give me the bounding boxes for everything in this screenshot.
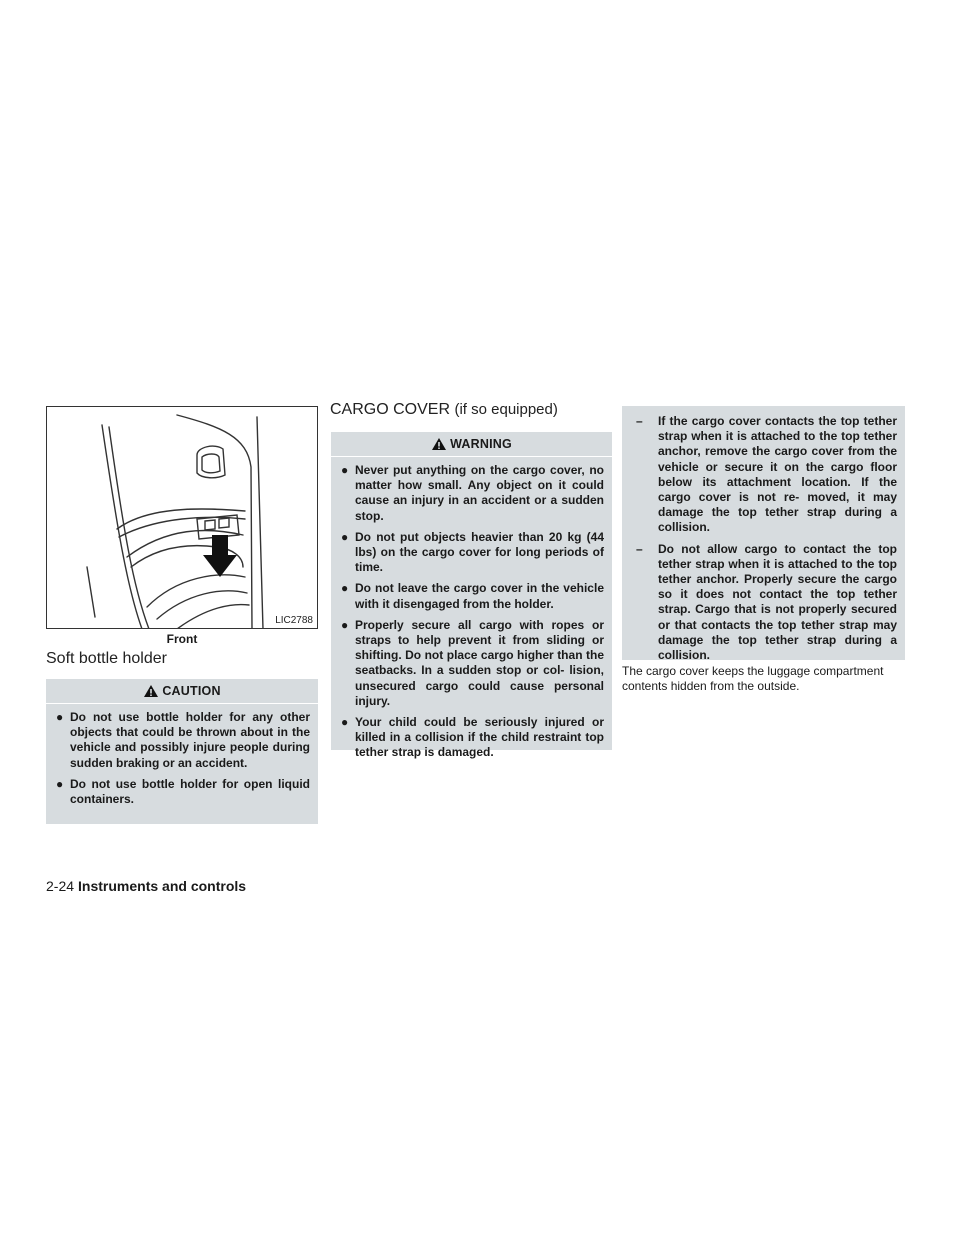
caution-box <box>46 679 318 824</box>
soft-bottle-heading: Soft bottle holder <box>46 650 167 667</box>
warning-list <box>331 457 612 775</box>
cargo-cover-description: The cargo cover keeps the luggage compartment contents hidden from the outside. <box>622 664 884 694</box>
section-title: Instruments and controls <box>78 878 247 894</box>
caution-item: ● Do not use bottle holder for open liquid containers. <box>56 776 310 807</box>
warning-item: ● Properly secure all cargo with ropes or straps to help prevent it from sliding or shifting. Do not place cargo higher than the seatbacks. In a sudden stop or col- lision, unsecured cargo could cause personal injury. <box>341 617 604 708</box>
warning-box <box>331 432 612 760</box>
cargo-cover-heading: CARGO COVER (if so equipped) <box>330 401 558 418</box>
caution-list <box>46 704 318 821</box>
warning-item: ● Never put anything on the cargo cover, no matter how small. Any object on it could cause an injury in an accident or a sudden stop. <box>341 463 604 523</box>
warning-title: WARNING <box>331 432 612 457</box>
warning-sub-item: – If the cargo cover contacts the top tether strap when it is attached to the top tether anchor, remove the cargo cover from the vehicle or secure it on the cargo floor below its attachment location. If the cargo cover is not re- moved, it may damage the top tether strap during a collision. <box>636 414 897 535</box>
page-footer <box>46 878 246 894</box>
caution-title: CAUTION <box>46 679 318 704</box>
door-bottle-holder-drawing <box>47 407 318 629</box>
caution-item: ● Do not use bottle holder for any other objects that could be thrown about in the vehicle and possibly injure people during sudden braking or an accident. <box>56 710 310 770</box>
down-arrow-icon <box>203 535 237 577</box>
warning-triangle-icon <box>431 437 447 451</box>
warning-item: ● Do not put objects heavier than 20 kg (44 lbs) on the cargo cover for long periods of time. <box>341 529 604 575</box>
warning-triangle-icon <box>143 684 159 698</box>
door-illustration <box>46 406 318 629</box>
warning-sub-item: – Do not allow cargo to contact the top tether strap when it is attached to the top tether anchor. Properly secure the cargo so it does not contact the top tether strap. Cargo that is not properly secured or that contacts the top tether strap may damage the top tether strap during a collision. <box>636 541 897 663</box>
warning-sub-list <box>622 406 905 677</box>
figure-caption: Front <box>166 632 198 646</box>
figure-code: LIC2788 <box>275 615 313 626</box>
warning-item: ● Do not leave the cargo cover in the vehicle with it disengaged from the holder. <box>341 581 604 611</box>
warning-box-continued <box>622 406 905 663</box>
page-number: 2-24 <box>46 878 75 894</box>
warning-item: ● Your child could be seriously injured or killed in a collision if the child restraint top tether strap is damaged. <box>341 715 604 760</box>
